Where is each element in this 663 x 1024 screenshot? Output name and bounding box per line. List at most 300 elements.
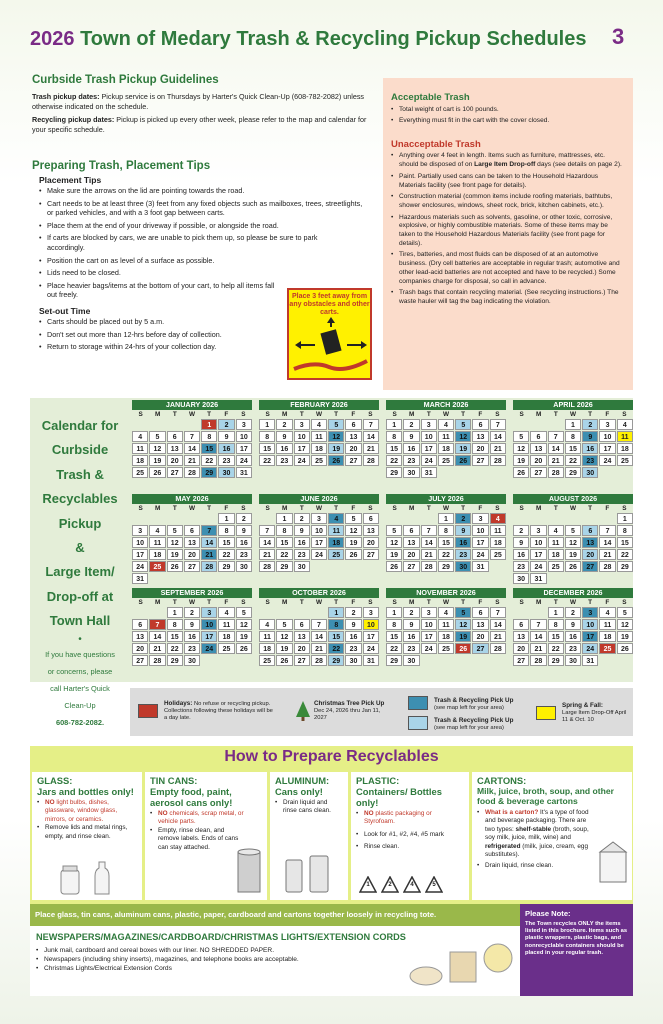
day-cell: 13 [167, 443, 183, 454]
day-cell: 24 [421, 455, 437, 466]
day-cell: 8 [167, 619, 183, 630]
day-cell: 9 [513, 537, 529, 548]
tote-instructions: Place glass, tin cans, aluminum cans, plastic, paper, cardboard and cartons together loosely in recycling tote. [30, 904, 520, 926]
day-cell: 6 [472, 419, 488, 430]
day-cell: 17 [599, 443, 615, 454]
empty-cell [132, 513, 148, 524]
weekday-label: M [282, 599, 288, 606]
day-cell: 7 [259, 525, 275, 536]
day-cell: 27 [513, 655, 529, 666]
empty-cell [530, 419, 546, 430]
day-cell: 22 [259, 455, 275, 466]
legend-spring-label: Spring & Fall: [562, 702, 603, 709]
plastic-item: • Rinse clean. [356, 843, 464, 851]
weekday-row [513, 410, 633, 419]
day-cell: 29 [386, 467, 402, 478]
day-cell: 10 [582, 619, 598, 630]
weekday-label: S [265, 599, 270, 606]
day-cell: 13 [472, 619, 488, 630]
day-cell: 12 [167, 537, 183, 548]
day-cell: 13 [363, 525, 379, 536]
day-cell: 6 [513, 619, 529, 630]
cartons-title: CARTONS: [477, 775, 527, 786]
recycle-code-icon [381, 876, 399, 894]
weekday-label: S [392, 411, 397, 418]
unacceptable-text: days (see details on page 2). [535, 161, 622, 169]
day-cell: 9 [582, 431, 598, 442]
day-cell: 30 [236, 561, 252, 572]
weekday-row [386, 504, 506, 513]
day-cell: 2 [294, 513, 310, 524]
day-cell: 5 [513, 431, 529, 442]
weekday-label: F [351, 411, 356, 418]
weekday-label: T [207, 599, 212, 606]
day-cell: 17 [421, 443, 437, 454]
day-cell: 24 [236, 455, 252, 466]
day-cell: 13 [184, 537, 200, 548]
weekday-label: T [461, 505, 466, 512]
day-cell: 16 [184, 631, 200, 642]
month-grid [513, 607, 633, 666]
day-cell: 7 [548, 431, 564, 442]
day-cell: 11 [617, 431, 633, 442]
day-cell: 3 [363, 607, 379, 618]
day-cell: 18 [490, 537, 506, 548]
weekday-label: T [426, 599, 431, 606]
empty-cell [184, 419, 200, 430]
day-cell: 8 [617, 525, 633, 536]
day-cell: 17 [421, 631, 437, 642]
day-cell: 6 [582, 525, 598, 536]
day-cell: 16 [276, 443, 292, 454]
day-cell: 19 [345, 537, 361, 548]
day-cell: 8 [386, 431, 402, 442]
weekday-row [132, 504, 252, 513]
legend-pickup2-sub: (see map left for your area) [434, 725, 504, 731]
day-cell: 5 [167, 525, 183, 536]
day-cell: 23 [455, 549, 471, 560]
day-cell: 10 [363, 619, 379, 630]
day-cell: 1 [167, 607, 183, 618]
day-cell: 21 [548, 455, 564, 466]
day-cell: 1 [218, 513, 234, 524]
tin-item: • Empty, rinse clean, and remove labels. Ends of cans can stay attached. [150, 827, 240, 852]
day-cell: 17 [236, 443, 252, 454]
day-cell: 31 [132, 573, 148, 584]
day-cell: 12 [617, 619, 633, 630]
day-cell: 16 [236, 537, 252, 548]
setout-item: • Carts should be placed out by 5 a.m. [39, 317, 367, 327]
day-cell: 12 [149, 443, 165, 454]
day-cell: 27 [132, 655, 148, 666]
day-cell: 8 [201, 431, 217, 442]
day-cell: 12 [328, 431, 344, 442]
day-cell: 14 [311, 631, 327, 642]
day-cell: 26 [386, 561, 402, 572]
weekday-label: W [569, 599, 577, 606]
day-cell: 3 [294, 419, 310, 430]
day-cell: 31 [530, 573, 546, 584]
day-cell: 21 [149, 643, 165, 654]
day-cell: 29 [386, 655, 402, 666]
day-cell: 27 [363, 549, 379, 560]
empty-cell [421, 513, 437, 524]
day-cell: 28 [490, 643, 506, 654]
weekday-label: S [368, 411, 373, 418]
weekday-label: W [569, 505, 577, 512]
day-cell: 8 [259, 431, 275, 442]
empty-cell [149, 419, 165, 430]
day-cell: 20 [294, 643, 310, 654]
day-cell: 9 [455, 525, 471, 536]
unacceptable-title: Unacceptable Trash [391, 139, 481, 151]
day-cell: 12 [276, 631, 292, 642]
day-cell: 11 [599, 619, 615, 630]
calendar-note-line: or concerns, please [47, 666, 113, 676]
day-cell: 10 [472, 525, 488, 536]
day-cell: 1 [259, 419, 275, 430]
day-cell: 17 [582, 631, 598, 642]
weekday-label: F [224, 599, 229, 606]
calendar-month [386, 400, 506, 478]
empty-cell [201, 513, 217, 524]
day-cell: 27 [472, 643, 488, 654]
weekday-label: T [334, 411, 339, 418]
day-cell: 18 [328, 537, 344, 548]
month-title: MARCH 2026 [386, 400, 506, 410]
day-cell: 13 [345, 431, 361, 442]
month-grid [513, 419, 633, 478]
day-cell: 21 [259, 549, 275, 560]
day-cell: 30 [565, 655, 581, 666]
paper-item: • Newspapers (including shiny inserts), magazines, and telephone books are acceptable. [36, 955, 514, 964]
weekday-label: T [299, 411, 304, 418]
weekday-label: S [241, 505, 246, 512]
day-cell: 27 [345, 455, 361, 466]
day-cell: 26 [345, 549, 361, 560]
day-cell: 14 [490, 431, 506, 442]
weekday-label: W [442, 411, 450, 418]
day-cell: 10 [294, 431, 310, 442]
month-title: JANUARY 2026 [132, 400, 252, 410]
day-cell: 24 [132, 561, 148, 572]
unacceptable-item: • Construction material (common items include roofing materials, bathtubs, shower enclosures, windows, sheet rock, brick, kitchen cabinets, etc.). [391, 193, 625, 210]
day-cell: 9 [218, 431, 234, 442]
day-cell: 9 [236, 525, 252, 536]
unacceptable-text: Anything over 4 feet in length. Items such as furniture, mattresses, etc. should be disposed of on [399, 152, 605, 169]
day-cell: 23 [345, 643, 361, 654]
day-cell: 3 [236, 419, 252, 430]
day-cell: 5 [455, 419, 471, 430]
day-cell: 28 [363, 455, 379, 466]
weekday-label: T [172, 599, 177, 606]
legend-tree [314, 700, 394, 722]
tin-title: TIN CANS: [150, 775, 198, 786]
weekday-label: S [495, 599, 500, 606]
weekday-row [386, 410, 506, 419]
day-cell: 26 [565, 561, 581, 572]
day-cell: 31 [472, 561, 488, 572]
weekday-label: W [315, 599, 323, 606]
day-cell: 8 [565, 431, 581, 442]
plastic-list [356, 810, 464, 852]
unacceptable-item: • Paint. Partially used cans can be taken to the Household Hazardous Materials facility (see front page for details). [391, 173, 625, 190]
day-cell: 31 [236, 467, 252, 478]
day-cell: 11 [548, 537, 564, 548]
empty-cell [259, 513, 275, 524]
calendar-label-line: Recyclables [42, 491, 118, 507]
month-title: DECEMBER 2026 [513, 588, 633, 598]
day-cell: 7 [201, 525, 217, 536]
day-cell: 22 [386, 455, 402, 466]
recycling-dates-body: Pickup is picked up every other week, please refer to the map and calendar for your specific schedule. [32, 115, 367, 134]
weekday-label: M [536, 599, 542, 606]
weekday-label: M [536, 505, 542, 512]
calendar-note-line: Clean-Up [64, 700, 96, 710]
day-cell: 20 [184, 549, 200, 560]
weekday-label: S [519, 599, 524, 606]
day-cell: 8 [548, 619, 564, 630]
day-cell: 25 [259, 655, 275, 666]
month-title: NOVEMBER 2026 [386, 588, 506, 598]
month-grid [386, 607, 506, 666]
calendar-month [132, 400, 252, 478]
placement-item: • If carts are blocked by cars, we are unable to pick them up, so please be sure to park accordingly. [39, 233, 329, 252]
weekday-label: T [172, 411, 177, 418]
day-cell: 9 [276, 431, 292, 442]
weekday-label: S [138, 411, 143, 418]
title-text: Town of Medary Trash & Recycling Pickup Schedules [80, 28, 587, 50]
empty-cell [599, 513, 615, 524]
day-cell: 23 [403, 455, 419, 466]
weekday-label: T [299, 505, 304, 512]
day-cell: 17 [363, 631, 379, 642]
empty-cell [276, 607, 292, 618]
calendar-legend [130, 688, 633, 736]
paper-products-icon [406, 934, 516, 990]
setout-item: • Don't set out more than 12-hrs before day of collection. [39, 330, 367, 340]
holiday-swatch [138, 704, 158, 718]
day-cell: 5 [236, 607, 252, 618]
weekday-label: S [138, 599, 143, 606]
month-grid [132, 607, 252, 666]
day-cell: 23 [403, 643, 419, 654]
weekday-label: S [495, 411, 500, 418]
acceptable-item: • Total weight of cart is 100 pounds. [391, 106, 625, 115]
day-cell: 4 [438, 607, 454, 618]
day-cell: 11 [490, 525, 506, 536]
weekday-label: W [188, 505, 196, 512]
day-cell: 16 [403, 631, 419, 642]
day-cell: 20 [530, 455, 546, 466]
weekday-label: T [553, 599, 558, 606]
day-cell: 3 [311, 513, 327, 524]
calendar-label-line: Large Item/ [45, 564, 115, 580]
day-cell: 21 [184, 455, 200, 466]
day-cell: 15 [218, 537, 234, 548]
calendar-month [513, 588, 633, 666]
day-cell: 4 [617, 419, 633, 430]
day-cell: 21 [363, 443, 379, 454]
day-cell: 6 [167, 431, 183, 442]
day-cell: 14 [149, 631, 165, 642]
day-cell: 12 [345, 525, 361, 536]
placement-item: • Place heavier bags/items at the bottom of your cart, to help all items fall out freely. [39, 281, 284, 300]
day-cell: 16 [294, 537, 310, 548]
title-year: 2026 [30, 28, 75, 50]
weekday-label: M [282, 411, 288, 418]
weekday-label: W [569, 411, 577, 418]
day-cell: 4 [490, 513, 506, 524]
day-cell: 27 [294, 655, 310, 666]
day-cell: 6 [403, 525, 419, 536]
day-cell: 15 [201, 443, 217, 454]
day-cell: 4 [149, 525, 165, 536]
recycle-code-icon [403, 876, 421, 894]
month-title: OCTOBER 2026 [259, 588, 379, 598]
day-cell: 11 [328, 525, 344, 536]
glass-jars-icon [57, 860, 117, 896]
day-cell: 19 [149, 455, 165, 466]
day-cell: 14 [599, 537, 615, 548]
day-cell: 19 [386, 549, 402, 560]
day-cell: 29 [548, 655, 564, 666]
page-number: 3 [612, 24, 625, 49]
day-cell: 26 [455, 643, 471, 654]
day-cell: 4 [259, 619, 275, 630]
day-cell: 2 [403, 419, 419, 430]
day-cell: 28 [548, 467, 564, 478]
day-cell: 18 [132, 455, 148, 466]
calendar-label-line: Town Hall [49, 613, 111, 629]
tin-sub: Empty food, paint, aerosol cans only! [150, 786, 233, 808]
day-cell: 4 [132, 431, 148, 442]
day-cell: 24 [294, 455, 310, 466]
month-title: AUGUST 2026 [513, 494, 633, 504]
day-cell: 20 [345, 443, 361, 454]
day-cell: 20 [582, 549, 598, 560]
cartons-column [472, 772, 632, 900]
setout-title: Set-out Time [39, 305, 91, 316]
month-grid [259, 419, 379, 466]
day-cell: 21 [311, 643, 327, 654]
day-cell: 3 [132, 525, 148, 536]
weekday-label: M [282, 505, 288, 512]
day-cell: 30 [218, 467, 234, 478]
day-cell: 17 [530, 549, 546, 560]
day-cell: 6 [294, 619, 310, 630]
weekday-row [132, 410, 252, 419]
day-cell: 14 [259, 537, 275, 548]
weekday-label: M [409, 505, 415, 512]
day-cell: 15 [259, 443, 275, 454]
day-cell: 25 [218, 643, 234, 654]
day-cell: 31 [421, 467, 437, 478]
legend-holidays-label: Holidays: [164, 700, 193, 707]
day-cell: 25 [311, 455, 327, 466]
day-cell: 31 [363, 655, 379, 666]
day-cell: 18 [311, 443, 327, 454]
day-cell: 28 [201, 561, 217, 572]
glass-no-item [37, 799, 137, 824]
empty-cell [132, 607, 148, 618]
day-cell: 8 [276, 525, 292, 536]
unacceptable-item [391, 152, 625, 169]
calendar-month [259, 588, 379, 666]
day-cell: 30 [403, 467, 419, 478]
weekday-label: S [392, 599, 397, 606]
day-cell: 17 [472, 537, 488, 548]
day-cell: 1 [386, 607, 402, 618]
day-cell: 17 [201, 631, 217, 642]
day-cell: 8 [328, 619, 344, 630]
day-cell: 16 [455, 537, 471, 548]
day-cell: 9 [294, 525, 310, 536]
recycle-code-label: 1 [366, 882, 370, 888]
weekday-label: T [553, 411, 558, 418]
placement-item: • Lids need to be closed. [39, 268, 367, 278]
weekday-label: S [392, 505, 397, 512]
day-cell: 22 [438, 549, 454, 560]
tin-no-label: NO [158, 810, 168, 817]
day-cell: 19 [513, 455, 529, 466]
day-cell: 15 [565, 443, 581, 454]
day-cell: 18 [438, 443, 454, 454]
carton-icon [596, 838, 630, 884]
day-cell: 8 [218, 525, 234, 536]
weekday-label: M [409, 411, 415, 418]
day-cell: 19 [276, 643, 292, 654]
day-cell: 18 [438, 631, 454, 642]
month-grid [386, 513, 506, 572]
day-cell: 7 [311, 619, 327, 630]
day-cell: 7 [490, 607, 506, 618]
calendar-month [132, 588, 252, 666]
empty-cell [513, 513, 529, 524]
calendar-month [132, 494, 252, 584]
weekday-label: S [519, 505, 524, 512]
day-cell: 13 [513, 631, 529, 642]
empty-cell [294, 607, 310, 618]
weekday-row [132, 598, 252, 607]
day-cell: 16 [513, 549, 529, 560]
day-cell: 20 [167, 455, 183, 466]
weekday-label: F [224, 505, 229, 512]
day-cell: 2 [513, 525, 529, 536]
day-cell: 20 [132, 643, 148, 654]
weekday-label: S [495, 505, 500, 512]
day-cell: 7 [421, 525, 437, 536]
day-cell: 22 [548, 643, 564, 654]
plastic-column [351, 772, 469, 900]
month-title: JULY 2026 [386, 494, 506, 504]
day-cell: 28 [530, 655, 546, 666]
month-title: SEPTEMBER 2026 [132, 588, 252, 598]
weekday-label: F [605, 411, 610, 418]
day-cell: 11 [311, 431, 327, 442]
day-cell: 1 [328, 607, 344, 618]
day-cell: 29 [438, 561, 454, 572]
pickup-dates-body: Pickup service is on Thursdays by Harter's Quick Clean-Up (608-782-2082) unless otherwise indicated on the schedule. [32, 92, 365, 111]
day-cell: 27 [472, 455, 488, 466]
day-cell: 10 [530, 537, 546, 548]
cartons-shelf: shelf-stable [515, 825, 552, 833]
acceptable-list [391, 106, 625, 125]
weekday-label: W [442, 505, 450, 512]
day-cell: 21 [490, 443, 506, 454]
day-cell: 23 [565, 643, 581, 654]
day-cell: 13 [403, 537, 419, 548]
